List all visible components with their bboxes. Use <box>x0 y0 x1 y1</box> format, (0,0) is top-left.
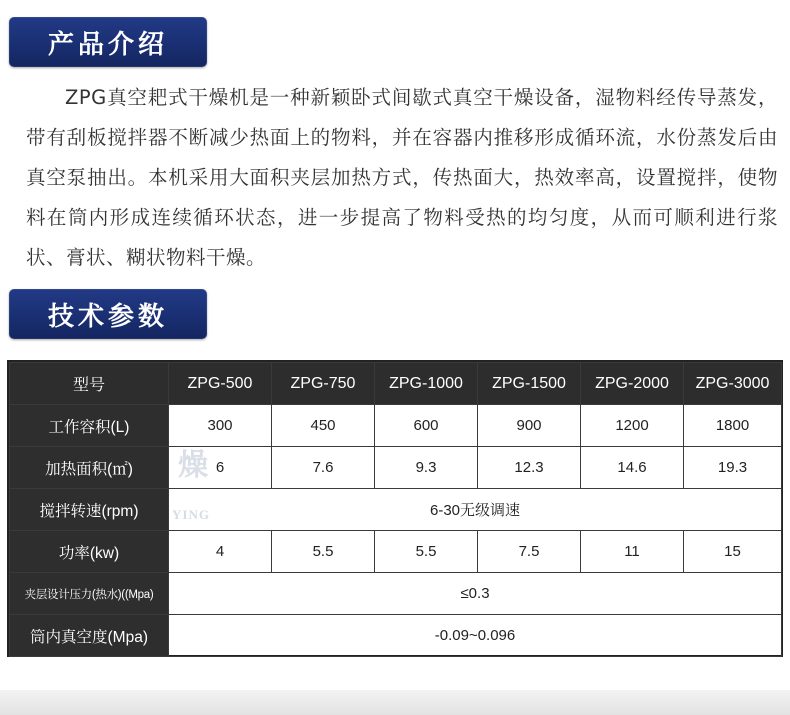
spec-table-frame <box>7 360 783 657</box>
table-cell: 1200 <box>581 405 684 447</box>
row-label: 工作容积(L) <box>10 405 169 447</box>
table-cell: 12.3 <box>478 447 581 489</box>
page-bottom-shade <box>0 690 790 715</box>
header-cell-model: 型号 <box>10 363 169 405</box>
table-row <box>10 573 782 615</box>
table-cell-merged: -0.09~0.096 <box>169 615 782 657</box>
product-description: ZPG真空耙式干燥机是一种新颖卧式间歇式真空干燥设备，湿物料经传导蒸发，带有刮板搅拌器不断减少热面上的物料，并在容器内推移形成循环流，水份蒸发后由真空泵抽出。本机采用大面积夹层加热方式，传热面大，热效率高，设置搅拌，使物料在筒内形成连续循环状态，进一步提高了物料受热的均匀度，从而可顺利进行浆状、膏状、糊状物料干燥。 <box>26 86 778 269</box>
table-row <box>10 447 782 489</box>
table-cell: 4 <box>169 531 272 573</box>
section-title-tech-params: 技术参数 <box>9 289 207 339</box>
watermark-logo-text: YING <box>172 507 210 522</box>
table-cell: 14.6 <box>581 447 684 489</box>
header-cell: ZPG-1500 <box>478 363 581 405</box>
table-cell: 19.3 <box>684 447 782 489</box>
row-label: 加热面积(㎡) <box>10 447 169 489</box>
table-cell: 450 <box>272 405 375 447</box>
header-cell: ZPG-750 <box>272 363 375 405</box>
table-cell: 9.3 <box>375 447 478 489</box>
row-label: 功率(kw) <box>10 531 169 573</box>
table-row <box>10 615 782 657</box>
row-label: 筒内真空度(Mpa) <box>10 615 169 657</box>
table-cell: 5.5 <box>272 531 375 573</box>
table-row <box>10 489 782 531</box>
row-label: 夹层设计压力(热水)((Mpa) <box>10 573 169 615</box>
table-cell: 15 <box>684 531 782 573</box>
table-cell-merged: ≤0.3 <box>169 573 782 615</box>
table-cell: 900 <box>478 405 581 447</box>
table-cell: 600 <box>375 405 478 447</box>
table-row <box>10 531 782 573</box>
watermark-logo: 燥 <box>178 448 208 483</box>
table-cell: 6 <box>169 447 272 489</box>
header-cell: ZPG-3000 <box>684 363 782 405</box>
table-cell: 7.6 <box>272 447 375 489</box>
table-cell: 1800 <box>684 405 782 447</box>
table-row <box>10 405 782 447</box>
table-header-row <box>10 363 782 405</box>
header-cell: ZPG-1000 <box>375 363 478 405</box>
table-cell: 300 <box>169 405 272 447</box>
header-cell: ZPG-2000 <box>581 363 684 405</box>
section-title-product-intro: 产品介绍 <box>9 17 207 67</box>
row-label: 搅拌转速(rpm) <box>10 489 169 531</box>
table-cell: 11 <box>581 531 684 573</box>
table-cell: 5.5 <box>375 531 478 573</box>
spec-table <box>9 362 782 657</box>
table-cell: 7.5 <box>478 531 581 573</box>
header-cell: ZPG-500 <box>169 363 272 405</box>
table-cell-merged: 6-30无级调速 <box>169 489 782 531</box>
